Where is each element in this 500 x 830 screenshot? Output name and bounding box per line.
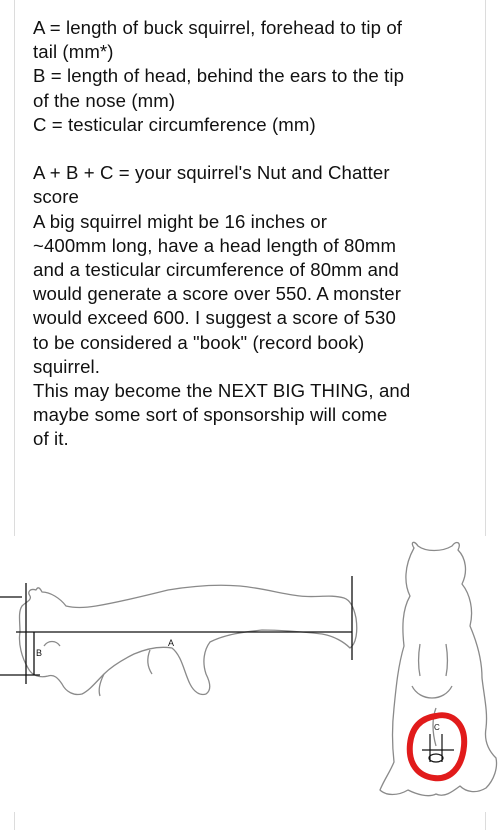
post-line: score (33, 186, 79, 208)
label-a: A (168, 638, 175, 648)
post-line: maybe some sort of sponsorship will come (33, 404, 388, 426)
c-measurement-marks (422, 734, 454, 762)
post-blank-line (33, 137, 478, 161)
post-line: ~400mm long, have a head length of 80mm (33, 234, 397, 256)
post-line: of the nose (mm) (33, 89, 176, 111)
label-c: C (434, 723, 440, 732)
diagram-svg (0, 536, 500, 812)
post-text-panel (14, 0, 486, 536)
post-bottom-frame (14, 812, 486, 830)
squirrel-measurement-diagram (0, 536, 500, 812)
post-line: squirrel. (33, 355, 101, 377)
measurement-lines (0, 576, 352, 684)
post-line: B = length of head, behind the ears to the tip (33, 65, 405, 87)
post-line: of it. (33, 428, 69, 450)
post-line: tail (mm*) (33, 41, 114, 63)
post-line: This may become the NEXT BIG THING, and (33, 380, 411, 402)
post-line: would generate a score over 550. A monster (33, 283, 402, 305)
post-line: and a testicular circumference of 80mm and (33, 259, 399, 281)
label-b: B (36, 648, 43, 658)
squirrel-side-outline (19, 585, 356, 696)
post-line: A + B + C = your squirrel's Nut and Chatter (33, 162, 390, 184)
c-lower-oval (429, 754, 443, 762)
post-line: would exceed 600. I suggest a score of 530 (33, 307, 396, 329)
post-line: A big squirrel might be 16 inches or (33, 210, 328, 232)
post-line: C = testicular circumference (mm) (33, 113, 316, 135)
squirrel-rear-outline (380, 542, 497, 795)
post-body (33, 16, 478, 452)
post-line: to be considered a "book" (record book) (33, 331, 365, 353)
post-line: A = length of buck squirrel, forehead to tip of (33, 17, 403, 38)
